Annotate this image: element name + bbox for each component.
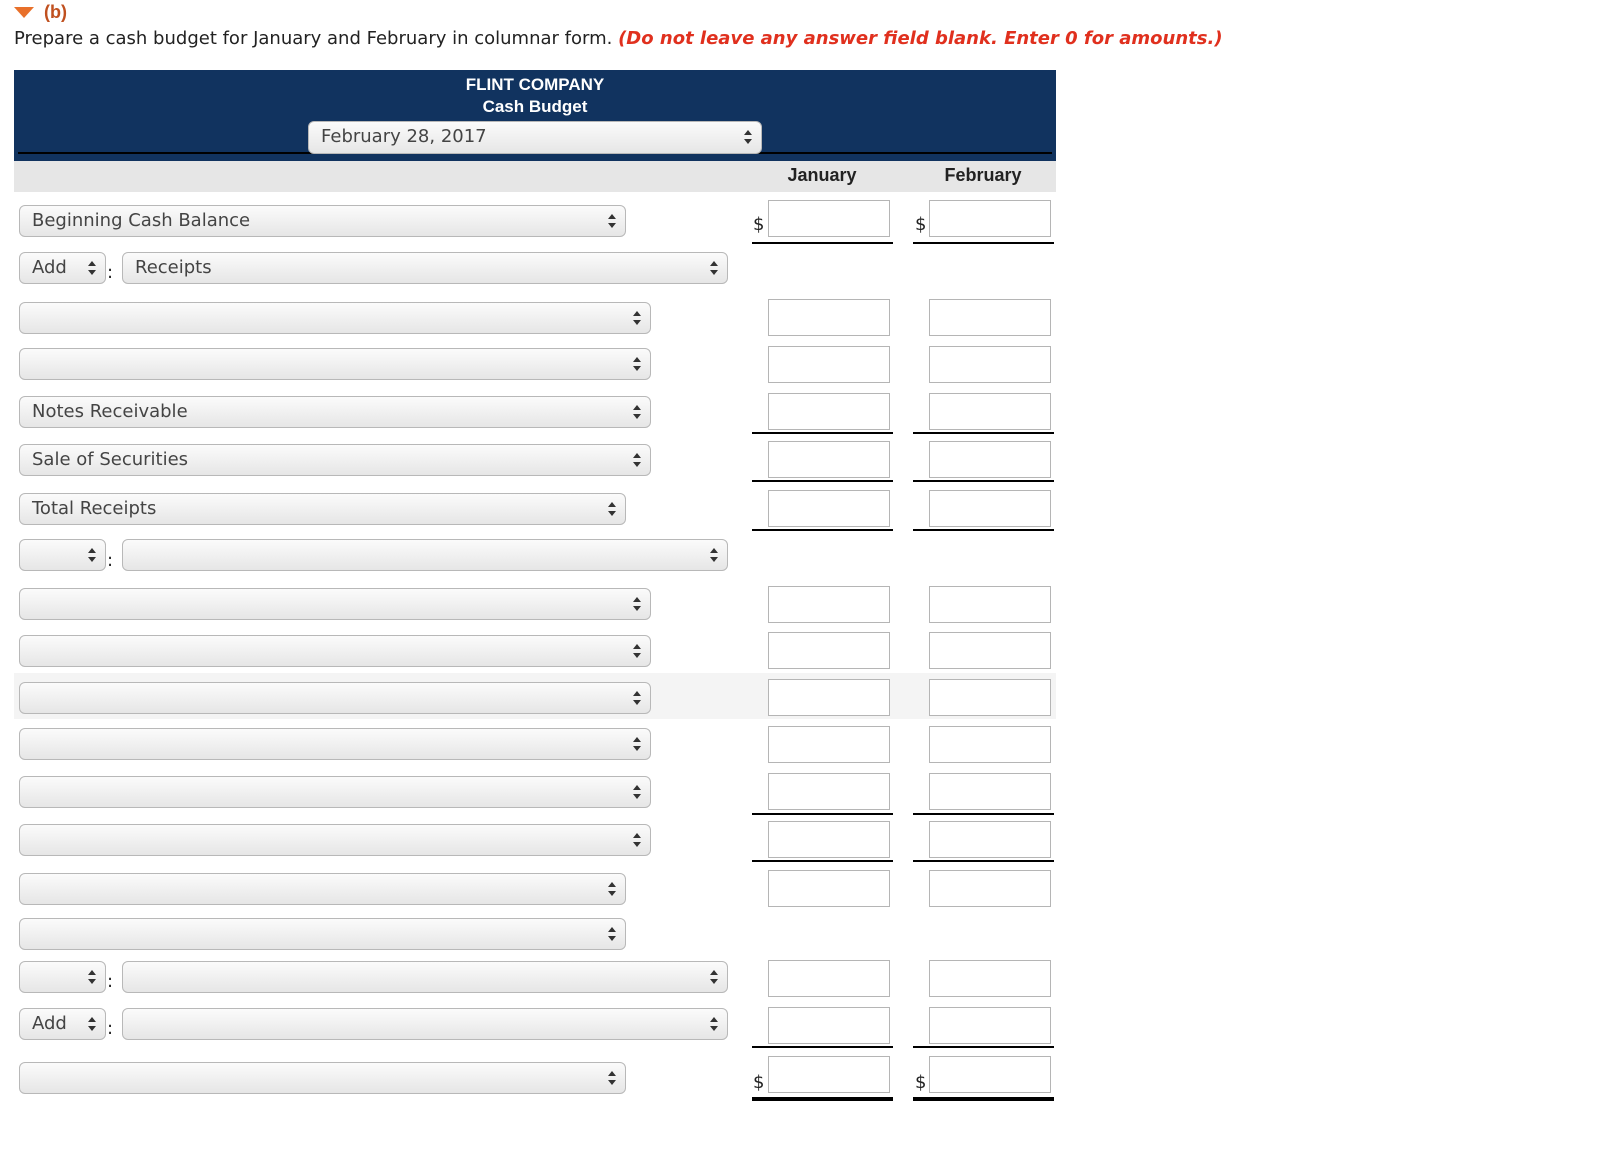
amount-input-jan-sale-of-securities[interactable] bbox=[768, 441, 890, 478]
line-item-select-total-receipts[interactable] bbox=[19, 493, 626, 525]
amount-input-feb-disbursement-4[interactable] bbox=[929, 726, 1051, 763]
amount-input-jan-disbursement-6[interactable] bbox=[768, 821, 890, 858]
section-select-section-3[interactable] bbox=[122, 961, 728, 993]
underline bbox=[752, 432, 893, 434]
prefix-select-section-2[interactable] bbox=[19, 539, 106, 571]
double-underline bbox=[752, 1097, 893, 1101]
double-underline bbox=[913, 1097, 1054, 1101]
column-header-february: February bbox=[944, 165, 1022, 185]
select-arrows-icon bbox=[633, 644, 642, 658]
select-arrows-icon bbox=[608, 214, 617, 228]
underline bbox=[752, 1046, 893, 1048]
column-header-band bbox=[14, 161, 1056, 192]
amount-input-feb-disbursement-7[interactable] bbox=[929, 870, 1051, 907]
amount-input-feb-disbursement-3[interactable] bbox=[929, 679, 1051, 716]
amount-input-jan-section-4[interactable] bbox=[768, 1007, 890, 1044]
line-item-label: Notes Receivable bbox=[32, 401, 188, 422]
underline bbox=[913, 432, 1054, 434]
dollar-sign: $ bbox=[915, 1072, 927, 1093]
amount-input-jan-notes-receivable[interactable] bbox=[768, 393, 890, 430]
statement-title: Cash Budget bbox=[482, 97, 588, 116]
amount-input-feb-section-4[interactable] bbox=[929, 1007, 1051, 1044]
colon-separator: : bbox=[107, 1018, 114, 1039]
dollar-sign: $ bbox=[753, 214, 765, 235]
amount-input-feb-ending[interactable] bbox=[929, 1056, 1051, 1093]
line-item-label: Sale of Securities bbox=[32, 449, 189, 470]
line-item-select-disbursement-8[interactable] bbox=[19, 918, 626, 950]
statement-date-value: February 28, 2017 bbox=[321, 126, 487, 147]
underline bbox=[752, 529, 893, 531]
amount-input-jan-disbursement-4[interactable] bbox=[768, 726, 890, 763]
select-arrows-icon bbox=[608, 1071, 617, 1085]
part-b-heading[interactable] bbox=[14, 2, 67, 23]
colon-separator: : bbox=[107, 550, 114, 571]
amount-input-jan-disbursement-5[interactable] bbox=[768, 773, 890, 810]
select-arrows-icon bbox=[608, 927, 617, 941]
line-item-select-notes-receivable[interactable] bbox=[19, 396, 651, 428]
section-select-section-4[interactable] bbox=[122, 1008, 728, 1040]
dollar-sign: $ bbox=[915, 214, 927, 235]
line-item-select-disbursement-2[interactable] bbox=[19, 635, 651, 667]
line-item-select-receipt-2[interactable] bbox=[19, 348, 651, 380]
amount-input-feb-receipt-2[interactable] bbox=[929, 346, 1051, 383]
column-header-january: January bbox=[787, 165, 857, 185]
select-arrows-icon bbox=[633, 311, 642, 325]
select-arrows-icon bbox=[633, 785, 642, 799]
select-arrows-icon bbox=[744, 130, 753, 144]
company-name: FLINT COMPANY bbox=[465, 75, 605, 94]
line-item-label: Beginning Cash Balance bbox=[32, 210, 251, 231]
amount-input-feb-total-receipts[interactable] bbox=[929, 490, 1051, 527]
underline bbox=[913, 1046, 1054, 1048]
select-arrows-icon bbox=[633, 691, 642, 705]
select-arrows-icon bbox=[88, 970, 97, 984]
underline bbox=[913, 480, 1054, 482]
select-arrows-icon bbox=[710, 261, 719, 275]
underline bbox=[913, 813, 1054, 815]
prefix-select-add[interactable] bbox=[19, 252, 106, 284]
select-arrows-icon bbox=[633, 833, 642, 847]
prefix-select-add-2[interactable] bbox=[19, 1008, 106, 1040]
select-arrows-icon bbox=[710, 1017, 719, 1031]
instructions-warning: (Do not leave any answer field blank. Enter 0 for amounts.) bbox=[618, 28, 1223, 49]
amount-input-jan-disbursement-3[interactable] bbox=[768, 679, 890, 716]
line-item-select-disbursement-7[interactable] bbox=[19, 873, 626, 905]
amount-input-jan-disbursement-2[interactable] bbox=[768, 632, 890, 669]
underline bbox=[913, 860, 1054, 862]
amount-input-feb-disbursement-6[interactable] bbox=[929, 821, 1051, 858]
line-item-select-ending[interactable] bbox=[19, 1062, 626, 1094]
amount-input-feb-disbursement-5[interactable] bbox=[929, 773, 1051, 810]
statement-date-select[interactable] bbox=[308, 121, 762, 154]
line-item-select-receipt-1[interactable] bbox=[19, 302, 651, 334]
amount-input-feb-receipt-1[interactable] bbox=[929, 299, 1051, 336]
dollar-sign: $ bbox=[753, 1072, 765, 1093]
colon-separator: : bbox=[107, 262, 114, 283]
amount-input-feb-section-3[interactable] bbox=[929, 960, 1051, 997]
line-item-select-beginning[interactable] bbox=[19, 205, 626, 237]
section-label: Receipts bbox=[135, 257, 212, 278]
amount-input-jan-receipt-1[interactable] bbox=[768, 299, 890, 336]
amount-input-jan-section-3[interactable] bbox=[768, 960, 890, 997]
select-arrows-icon bbox=[88, 548, 97, 562]
instructions-main: Prepare a cash budget for January and February in columnar form. bbox=[14, 28, 613, 49]
section-select-receipts[interactable] bbox=[122, 252, 728, 284]
underline bbox=[913, 242, 1054, 244]
select-arrows-icon bbox=[633, 453, 642, 467]
select-arrows-icon bbox=[608, 882, 617, 896]
amount-input-feb-disbursement-2[interactable] bbox=[929, 632, 1051, 669]
underline bbox=[752, 242, 893, 244]
amount-input-jan-total-receipts[interactable] bbox=[768, 490, 890, 527]
underline bbox=[752, 813, 893, 815]
select-arrows-icon bbox=[88, 261, 97, 275]
collapse-triangle-icon[interactable] bbox=[14, 7, 34, 18]
line-item-select-disbursement-3[interactable] bbox=[19, 682, 651, 714]
select-arrows-icon bbox=[710, 970, 719, 984]
underline bbox=[752, 480, 893, 482]
instructions bbox=[14, 28, 1223, 49]
amount-input-feb-disbursement-1[interactable] bbox=[929, 586, 1051, 623]
select-arrows-icon bbox=[633, 737, 642, 751]
amount-input-feb-sale-of-securities[interactable] bbox=[929, 441, 1051, 478]
amount-input-jan-ending[interactable] bbox=[768, 1056, 890, 1093]
select-arrows-icon bbox=[633, 597, 642, 611]
select-arrows-icon bbox=[633, 357, 642, 371]
line-item-select-disbursement-5[interactable] bbox=[19, 776, 651, 808]
select-arrows-icon bbox=[633, 405, 642, 419]
amount-input-feb-notes-receivable[interactable] bbox=[929, 393, 1051, 430]
line-item-select-sale-of-securities[interactable] bbox=[19, 444, 651, 476]
line-item-select-disbursement-4[interactable] bbox=[19, 728, 651, 760]
prefix-label: Add bbox=[32, 1013, 67, 1034]
line-item-label: Total Receipts bbox=[32, 498, 157, 519]
prefix-select-section-3[interactable] bbox=[19, 961, 106, 993]
line-item-select-disbursement-6[interactable] bbox=[19, 824, 651, 856]
underline bbox=[913, 529, 1054, 531]
amount-input-jan-receipt-2[interactable] bbox=[768, 346, 890, 383]
amount-input-jan-disbursement-7[interactable] bbox=[768, 870, 890, 907]
part-label: (b) bbox=[44, 2, 67, 22]
amount-input-jan-beginning[interactable] bbox=[768, 200, 890, 237]
section-select-section-2[interactable] bbox=[122, 539, 728, 571]
prefix-label: Add bbox=[32, 257, 67, 278]
select-arrows-icon bbox=[608, 502, 617, 516]
colon-separator: : bbox=[107, 971, 114, 992]
select-arrows-icon bbox=[710, 548, 719, 562]
line-item-select-disbursement-1[interactable] bbox=[19, 588, 651, 620]
select-arrows-icon bbox=[88, 1017, 97, 1031]
amount-input-feb-beginning[interactable] bbox=[929, 200, 1051, 237]
underline bbox=[752, 860, 893, 862]
amount-input-jan-disbursement-1[interactable] bbox=[768, 586, 890, 623]
